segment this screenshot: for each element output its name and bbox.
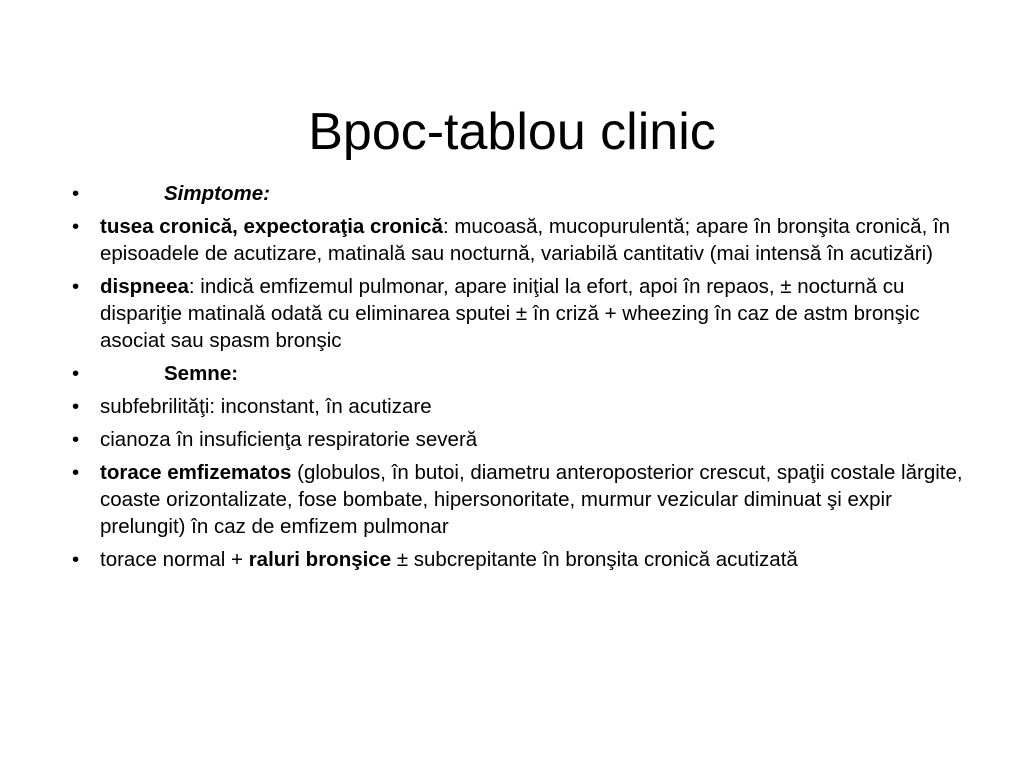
section-heading-text: Simptome: [164,182,270,205]
term-label: torace emfizematos [100,461,292,484]
term-label: raluri bronşice [248,548,392,571]
item-text: (globulos, în butoi, diametru anteroposterior crescut, spaţii costale lărgite, coaste orizontalizate, fose bombate, hipersonoritate, murmur vezicular diminuat şi expir prelungit) în caz de emfizem pulmonar [100,461,963,538]
bullet-list [72,180,972,579]
item-text: : indică emfizemul pulmonar, apare iniţial la efort, apoi în repaos, ± nocturnă cu dispariţie matinală odată cu eliminarea sputei ± în criză + wheezing în caz de astm bronşic asociat sau spasm bronşic [100,275,920,352]
list-item [72,546,972,573]
list-item [72,426,972,453]
section-heading-text: Semne: [164,362,239,385]
section-heading-simptome [72,180,972,207]
term-label: dispneea [100,275,189,298]
item-text: cianoza în insuficienţa respiratorie severă [100,428,478,451]
item-prefix-text: torace normal + [100,548,249,571]
list-item [72,459,972,540]
item-text: : mucoasă, mucopurulentă; apare în bronşita cronică, în episoadele de acutizare, matinală sau nocturnă, variabilă cantitativ (mai intensă în acutizări) [100,215,951,265]
list-item [72,393,972,420]
item-text: subfebrilităţi: inconstant, în acutizare [100,395,432,418]
term-label: tusea cronică, expectoraţia cronică [100,215,443,238]
list-item [72,213,972,267]
list-item [72,273,972,354]
section-heading-semne [72,360,972,387]
slide-title: Bpoc-tablou clinic [308,102,716,161]
item-text: ± subcrepitante în bronşita cronică acutizată [391,548,798,571]
